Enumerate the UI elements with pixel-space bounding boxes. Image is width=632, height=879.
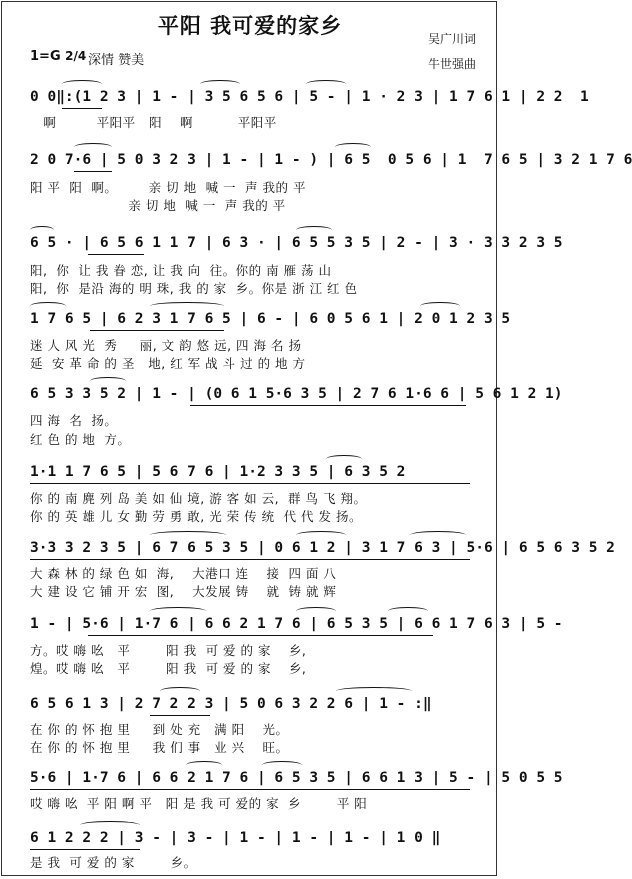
slur: [90, 377, 126, 385]
notation-line: 1 - | 5·6 | 1·7 6 | 6 6 2 1 7 6 | 6 5 3 5 | 6 6 1 7 6 3 | 5 -: [30, 616, 563, 632]
notation-line: 3·3 3 2 3 5 | 6 7 6 5 3 5 | 0 6 1 2 | 3 1 7 6 3 | 5·6 | 6 5 6 3 5 2: [30, 540, 615, 556]
beam: [30, 789, 470, 790]
composer-credit: 牛世强曲: [427, 57, 476, 71]
lyric-line: 阳, 你 是沿 海的 明 珠, 我 的 家 乡。你是 浙 江 红 色: [30, 281, 358, 296]
slur: [80, 821, 140, 829]
lyric-line: 大 建 设 它 铺 开 宏 图, 大发展 铸 就 铸 就 辉: [30, 584, 337, 599]
slur: [326, 455, 362, 463]
beam: [30, 483, 470, 484]
lyric-line: 方。哎 嗨 吆 平 阳 我 可 爱 的 家 乡,: [30, 643, 307, 658]
slur: [200, 80, 240, 88]
lyric-line: 阳 平 阳 啊。 亲 切 地 喊 一 声 我的 平: [30, 180, 306, 195]
slur: [150, 607, 206, 615]
slur: [306, 80, 346, 88]
notation-line: 1 7 6 5 | 6 2 3 1 7 6 5 | 6 - | 6 0 5 6 1 | 2 0 1 2 3 5: [30, 311, 511, 327]
beam: [62, 108, 102, 109]
key-signature: [30, 49, 86, 64]
beam: [30, 559, 470, 560]
notation-line: 2 0 7·6 | 5 0 3 2 3 | 1 - | 1 - ) | 6 5 0 5 6 | 1 7 6 5 | 3 2 1 7 6: [30, 152, 632, 168]
time-signature: 2/4: [65, 49, 87, 63]
lyric-line: 迷 人 风 光 秀 丽, 文 韵 悠 远, 四 海 名 扬: [30, 338, 302, 353]
notation-line: 6 1 2 2 2 | 3 - | 3 - | 1 - | 1 - | 1 - | 1 0 ‖: [30, 830, 441, 846]
beam: [90, 330, 224, 331]
slur: [150, 302, 224, 310]
lyric-line: 是 我 可 爱 的 家 乡。: [30, 855, 197, 870]
notation-line: 0 0‖:(1 2 3 | 1 - | 3 5 6 5 6 | 5 - | 1 · 2 3 | 1 7 6 1 | 2 2 1: [30, 89, 589, 105]
tempo-marking: 深情 赞美: [88, 53, 145, 68]
lyric-line: 亲 切 地 喊 一 声 我的 平: [30, 198, 286, 213]
notation-line: 5·6 | 1·7 6 | 6 6 2 1 7 6 | 6 5 3 5 | 6 6 1 3 | 5 - | 5 0 5 5: [30, 770, 563, 786]
slur: [420, 302, 460, 310]
notation-line: 6 5 · | 6 5 6 1 1 7 | 6 3 · | 6 5 5 3 5 | 2 - | 3 · 3 3 2 3 5: [30, 235, 563, 251]
notation-line: 6 5 3 3 5 2 | 1 - | (0 6 1 5·6 3 5 | 2 7 6 1·6 6 | 5 6 1 2 1): [30, 386, 563, 402]
beam: [190, 405, 466, 406]
notation-line: 1·1 1 7 6 5 | 5 6 7 6 | 1·2 3 3 5 | 6 3 5 2: [30, 464, 406, 480]
lyric-line: 啊 平阳平 阳 啊 平阳平: [30, 115, 277, 130]
beam: [150, 715, 210, 716]
lyric-line: 你 的 南 麂 列 岛 美 如 仙 境, 游 客 如 云, 群 鸟 飞 翔。: [30, 491, 367, 506]
beam: [88, 254, 144, 255]
slur: [410, 531, 466, 539]
slur: [186, 761, 222, 769]
slur: [30, 226, 54, 234]
lyricist-credit: 吴广川词: [427, 32, 476, 46]
notation-line: 6 5 6 1 3 | 2 7 2 2 3 | 5 0 6 3 2 2 6 | 1 - :‖: [30, 696, 432, 712]
slur: [150, 531, 226, 539]
slur: [296, 531, 346, 539]
beam: [88, 635, 433, 636]
slur: [30, 302, 66, 310]
slur: [296, 607, 336, 615]
lyric-line: 在 你 的 怀 抱 里 到 处 充 满 阳 光。: [30, 722, 289, 737]
key: 1=G: [30, 49, 61, 64]
lyric-line: 大 森 林 的 绿 色 如 海, 大港口 连 接 四 面 八: [30, 566, 337, 581]
lyric-line: 哎 嗨 吆 平 阳 啊 平 阳 是 我 可 爱的 家 乡 平 阳: [30, 796, 368, 811]
lyric-line: 煌。哎 嗨 吆 平 阳 我 可 爱 的 家 乡,: [30, 661, 307, 676]
slur: [160, 687, 200, 695]
lyric-line: 在 你 的 怀 抱 里 我 们 事 业 兴 旺。: [30, 740, 289, 755]
slur: [335, 143, 371, 151]
lyric-line: 四 海 名 扬。: [30, 413, 118, 428]
slur: [336, 687, 412, 695]
lyric-line: 红 色 的 地 方。: [30, 432, 131, 447]
lyric-line: 延 安 革 命 的 圣 地, 红 军 战 斗 过 的 地 方: [30, 356, 306, 371]
song-title: 平阳 我可爱的家乡: [157, 14, 343, 38]
beam: [74, 171, 112, 172]
slur: [388, 607, 428, 615]
slur: [62, 80, 102, 88]
slur: [296, 226, 332, 234]
slur: [74, 143, 112, 151]
lyric-line: 阳, 你 让 我 眷 恋, 让 我 向 往。你的 南 雁 荡 山: [30, 263, 332, 278]
slur: [262, 761, 302, 769]
lyric-line: 你 的 英 雄 儿 女 勤 劳 勇 敢, 光 荣 传 统 代 代 发 扬。: [30, 509, 362, 524]
beam: [30, 849, 140, 850]
